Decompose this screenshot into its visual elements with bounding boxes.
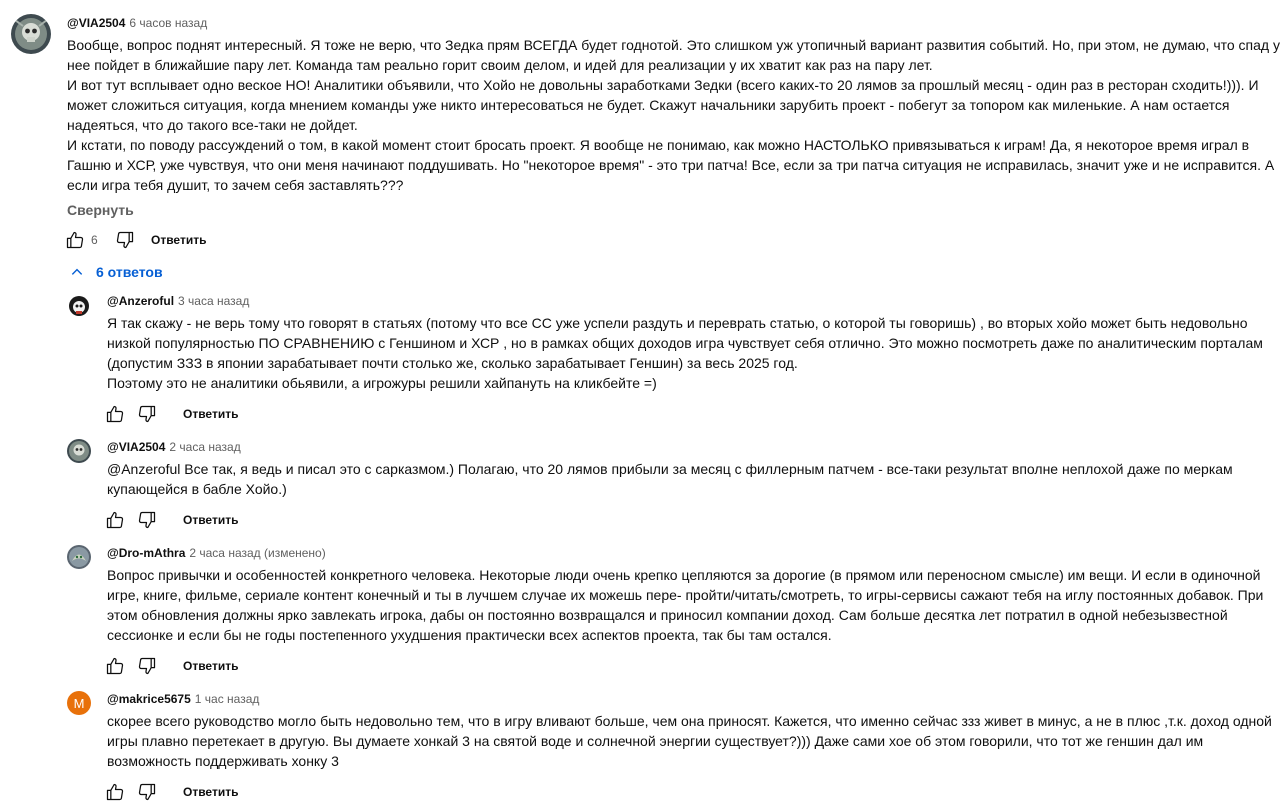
thumb-down-icon [115,230,135,250]
reply-actions [103,654,238,678]
reply-time[interactable]: 3 часа назад [178,294,250,308]
dislike-button[interactable] [135,508,159,532]
like-button[interactable] [103,654,127,678]
chevron-up-icon [70,265,84,279]
skull-avatar-icon [11,14,51,54]
reply-button[interactable]: Ответить [183,785,239,799]
reply-text: @Anzeroful Все так, я ведь и писал это с сарказмом.) Полагаю, что 20 лямов прибыли за месяц с филлерным патчем - все-таки результат вполне неплохой даже по меркам купающейся в бабле Хойо.) [107,461,1233,497]
like-button[interactable] [103,508,127,532]
thumb-up-icon [105,404,125,424]
author-name[interactable]: @Dro-mAthra [107,546,186,560]
dislike-button[interactable] [135,780,159,804]
dislike-button[interactable] [135,402,159,426]
like-button[interactable] [103,780,127,804]
reply-header [107,691,259,707]
reply-button[interactable]: Ответить [183,659,239,673]
like-count: 6 [91,233,98,247]
like-button[interactable] [103,402,127,426]
reply-actions [103,780,238,804]
comment-time[interactable]: 6 часов назад [129,16,208,30]
reply-time[interactable]: 1 час назад [194,692,260,706]
comment-header [67,15,207,31]
thumb-down-icon [137,656,157,676]
reply-button[interactable]: Ответить [183,513,239,527]
thumb-up-icon [105,510,125,530]
replies-toggle[interactable] [70,264,163,280]
reply-button[interactable]: Ответить [151,233,207,247]
avatar-letter: M [73,695,85,711]
author-name[interactable]: @VIA2504 [67,16,126,30]
reply-text: Вопрос привычки и особенностей конкретного человека. Некоторые люди очень крепко цепляются за дорогие (в прямом или переносном смысле) им вещи. И если в одиночной игре, книге, фильме, сериале контент конечный и ты в лучшем случае их можешь пере- пройти/читать/смотреть, то игры-сервисы сажают тебя на иглу постоянных добавок. При этом обновления должны ярко завлекать игрока, дабы он постоянно возвращался и приносил компании доход. Сам больше десятка лет потратил в одной небезызвестной сессионке и если бы не годы постепенного ухудшения практически всех аспектов проекта, так бы там остался. [107,567,1264,643]
thumb-up-icon [105,656,125,676]
author-avatar[interactable] [11,14,51,54]
skull-avatar-icon [67,439,91,463]
dragon-avatar-icon [67,545,91,569]
reply-text: скорее всего руководство могло быть недовольно тем, что в игру вливают больше, чем она приносят. Кажется, что именно сейчас ззз живет в минус, а не в плюс ,т.к. доход одной игры плавно перетекает в другую. Вы думаете хонкай 3 на святой воде и солнечной энергии существует?))) Даже сами хое об этом говорили, что тот же геншин дал им возможность поддерживать хонку 3 [107,713,1272,769]
reply-avatar[interactable] [67,691,91,715]
reply-button[interactable]: Ответить [183,407,239,421]
reply-header [107,293,249,309]
author-name[interactable]: @makrice5675 [107,692,191,706]
replies-count-label: 6 ответов [96,264,163,280]
reply-avatar[interactable] [67,545,91,569]
dislike-button[interactable] [135,654,159,678]
comment-text: Вообще, вопрос поднят интересный. Я тоже не верю, что Зедка прям ВСЕГДА будет годнотой. Это слишком уж утопичный вариант развития событий. Но, при этом, не думаю, что спад у нее пойдет в ближайшие пару лет. Команда там реально горит своим делом, и идей для реализации у их хватит как раз на пару лет. И вот тут всплывает одно веское НО! Аналитики объявили, что Хойо не довольны заработками Зедки (всего каких-то 20 лямов за прошлый месяц - один раз в ресторан сходить!))). И может сложиться ситуация, когда мнением команды уже никто интересоваться не будет. Скажут начальники зарубить проект - побегут за топором как миленькие. А нам остается надеяться, что до такого все-таки не дойдет. И кстати, по поводу рассуждений о том, в какой момент стоит бросать проект. Я вообще не понимаю, как можно НАСТОЛЬКО привязываться к играм! Да, я некоторое время играл в Гашню и ХСР, уже чувствуя, что они меня начинают поддушивать. Но "некоторое время" - это три патча! Все, если за три патча ситуация не исправилась, значит уже и не исправится. А если игра тебя душит, то зачем себя заставлять??? [67,37,1280,193]
reply-actions [103,402,238,426]
reply-time[interactable]: 2 часа назад [169,440,241,454]
panda-avatar-icon [67,293,91,317]
reply-avatar[interactable] [67,439,91,463]
reply-header [107,439,241,455]
thumb-down-icon [137,782,157,802]
collapse-button[interactable]: Свернуть [67,202,134,218]
like-button[interactable] [63,228,87,252]
reply-text: Я так скажу - не верь тому что говорят в статьях (потому что все СС уже успели раздуть и переврать статью, о которой ты говоришь) , во вторых хойо может быть недовольно низкой популярностью ПО СРАВНЕНИЮ с Геншином и ХСР , но в рамках общих доходов игра чувствует себя отлично. Это можно посмотреть даже по аналитическим порталам (допустим ЗЗЗ в японии зарабатывает почти столько же, сколько зарабатывает Геншин) за весь 2025 год. Поэтому это не аналитики обьявили, а игрожуры решили хайпануть на кликбейте =) [107,315,1263,391]
comment-actions [63,228,206,252]
reply-header [107,545,326,561]
thumb-down-icon [137,510,157,530]
thumb-down-icon [137,404,157,424]
author-name[interactable]: @VIA2504 [107,440,166,454]
thumb-up-icon [105,782,125,802]
reply-actions [103,508,238,532]
reply-time[interactable]: 2 часа назад (изменено) [189,546,326,560]
reply-avatar[interactable] [67,293,91,317]
thumb-up-icon [65,230,85,250]
dislike-button[interactable] [113,228,137,252]
author-name[interactable]: @Anzeroful [107,294,175,308]
